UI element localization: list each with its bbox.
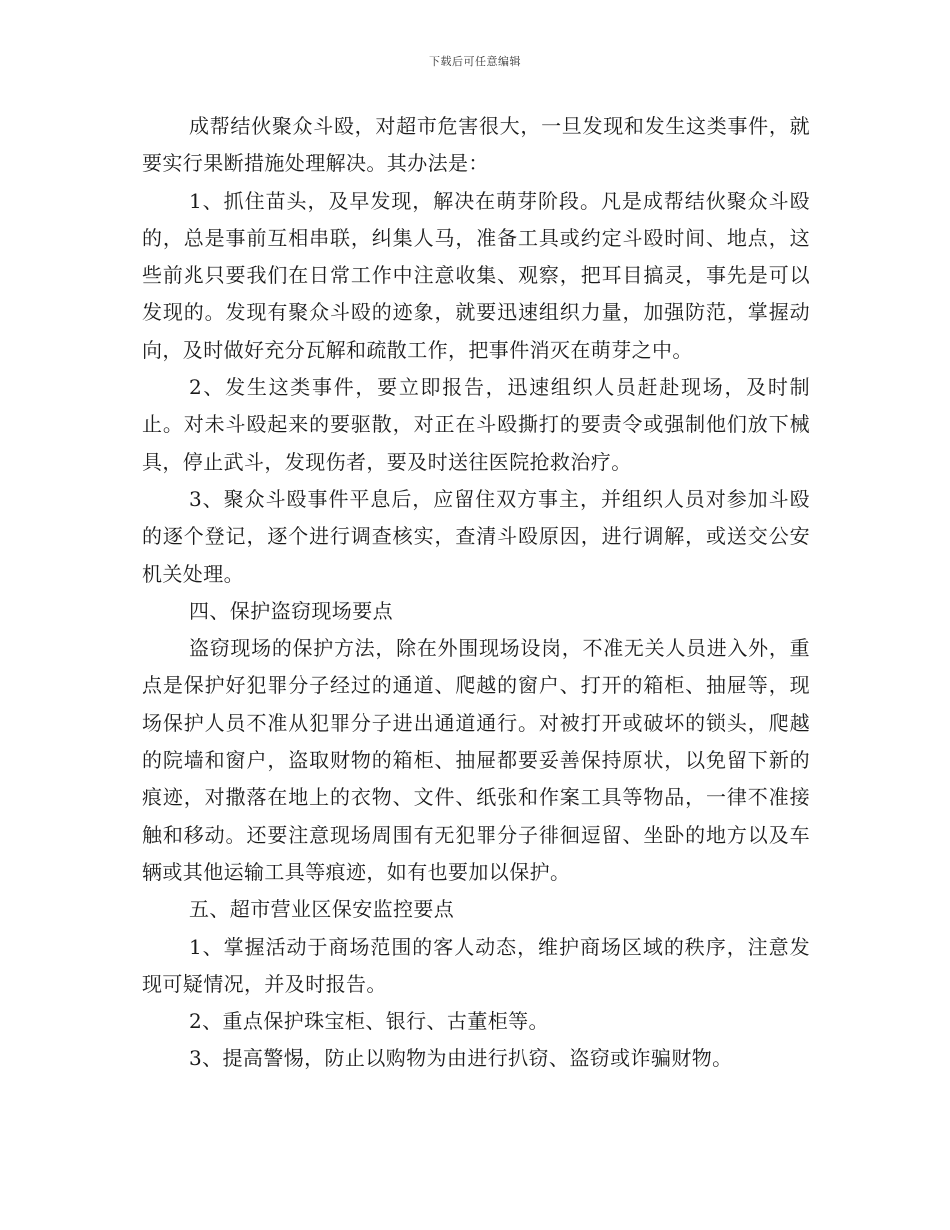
paragraph-monitor-1: 1、掌握活动于商场范围的客人动态，维护商场区域的秩序，注意发现可疑情况，并及时报告。 <box>142 934 810 996</box>
paragraph-item-3: 3、聚众斗殴事件平息后，应留住双方事主，并组织人员对参加斗殴的逐个登记，逐个进行调查核实，查清斗殴原因，进行调解，或送交公安机关处理。 <box>142 486 810 586</box>
paragraph-intro: 成帮结伙聚众斗殴，对超市危害很大，一旦发现和发生这类事件，就要实行果断措施处理解决。其办法是： <box>142 114 810 176</box>
paragraph-item-2: 2、发生这类事件，要立即报告，迅速组织人员赶赴现场，及时制止。对未斗殴起来的要驱散，对正在斗殴撕打的要责令或强制他们放下械具，停止武斗，发现伤者，要及时送往医院抢救治疗。 <box>142 375 810 474</box>
paragraph-item-1: 1、抓住苗头，及早发现，解决在萌芽阶段。凡是成帮结伙聚众斗殴的，总是事前互相串联，纠集人马，准备工具或约定斗殴时间、地点，这些前兆只要我们在日常工作中注意收集、观察，把耳目搞灵，事先是可以发现的。发现有聚众斗殴的迹象，就要迅速组织力量，加强防范，掌握动向，及时做好充分瓦解和疏散工作，把事件消灭在萌芽之中。 <box>142 188 810 362</box>
paragraph-theft-scene: 盗窃现场的保护方法，除在外围现场设岗，不准无关人员进入外，重点是保护好犯罪分子经过的通道、爬越的窗户、打开的箱柜、抽屉等，现场保护人员不准从犯罪分子进出通道通行。对被打开或破坏的锁头，爬越的院墙和窗户，盗取财物的箱柜、抽屉都要妥善保持原状，以免留下新的痕迹，对撒落在地上的衣物、文件、纸张和作案工具等物品，一律不准接触和移动。还要注意现场周围有无犯罪分子徘徊逗留、坐卧的地方以及车辆或其他运输工具等痕迹，如有也要加以保护。 <box>142 636 810 884</box>
document-body <box>142 108 810 1078</box>
paragraph-monitor-2: 2、重点保护珠宝柜、银行、古董柜等。 <box>189 1009 549 1034</box>
page-header: 下载后可任意编辑 <box>429 55 521 68</box>
section-heading-4: 四、保护盗窃现场要点 <box>189 598 393 623</box>
paragraph-monitor-3: 3、提高警惕，防止以购物为由进行扒窃、盗窃或诈骗财物。 <box>189 1046 733 1071</box>
section-heading-5: 五、超市营业区保安监控要点 <box>189 897 455 922</box>
